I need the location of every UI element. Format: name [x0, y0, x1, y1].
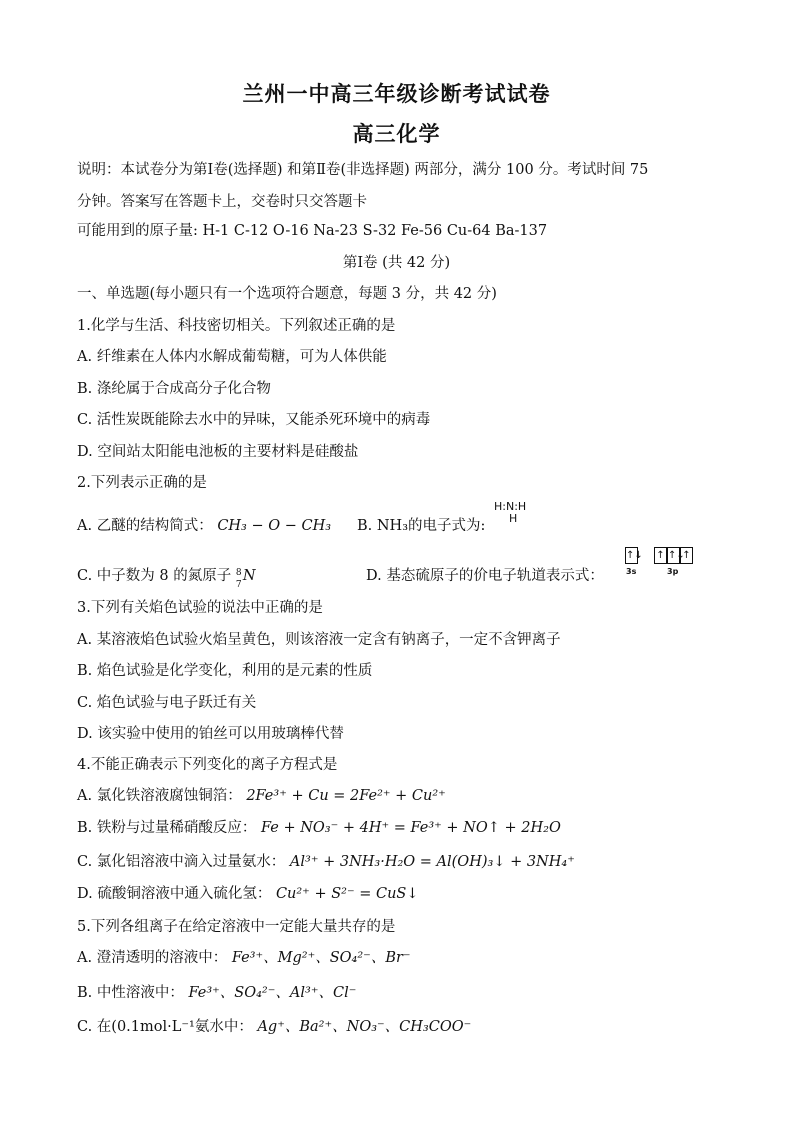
q5-option-b — [77, 983, 356, 1003]
nh3-electron-formula — [494, 501, 526, 525]
q1-stem: 1.化学与生活、科技密切相关。下列叙述正确的是 — [77, 318, 396, 334]
q1-option-b: B. 涤纶属于合成高分子化合物 — [77, 381, 271, 397]
q4-option-c — [77, 852, 575, 872]
q1-option-d: D. 空间站太阳能电池板的主要材料是硅酸盐 — [77, 444, 359, 460]
orbital-3p-box-3: ↑ — [680, 547, 693, 564]
q5-option-a-label: A. 澄清透明的溶液中： — [77, 950, 228, 966]
q4-option-d — [77, 884, 419, 904]
nh3-dot-row: H:N:H — [494, 500, 527, 513]
q4-option-b-equation: Fe + NO₃⁻ + 4H⁺ = Fe³⁺ + NO↑ + 2H₂O — [260, 820, 561, 836]
q4-option-c-equation: Al³⁺ + 3NH₃·H₂O = Al(OH)₃↓ + 3NH₄⁺ — [289, 854, 575, 870]
q4-option-b-label: B. 铁粉与过量稀硝酸反应： — [77, 820, 257, 836]
instructions-line-1: 说明：本试卷分为第Ⅰ卷(选择题) 和第Ⅱ卷(非选择题) 两部分，满分 100 分。考试时间 75 — [77, 162, 649, 178]
part-title: 第Ⅰ卷 (共 42 分) — [342, 255, 451, 271]
q4-option-a-equation: 2Fe³⁺ + Cu = 2Fe²⁺ + Cu²⁺ — [246, 788, 446, 804]
q4-stem: 4.不能正确表示下列变化的离子方程式是 — [77, 757, 338, 773]
exam-title: 兰州一中高三年级诊断考试试卷 — [242, 81, 551, 106]
atomic-masses: 可能用到的原子量: H-1 C-12 O-16 Na-23 S-32 Fe-56 Cu-64 Ba-137 — [77, 223, 548, 239]
q5-option-b-ions: Fe³⁺、SO₄²⁻、Al³⁺、Cl⁻ — [188, 985, 357, 1001]
orbital-3s-label: 3s — [626, 567, 637, 576]
q5-option-b-label: B. 中性溶液中： — [77, 985, 184, 1001]
q1-option-a: A. 纤维素在人体内水解成葡萄糖，可为人体供能 — [77, 349, 387, 365]
orbital-3p-box-2: ↑↓ — [667, 547, 680, 564]
orbital-3s-box: ↑↓ — [625, 547, 638, 564]
q3-option-b: B. 焰色试验是化学变化，利用的是元素的性质 — [77, 663, 373, 679]
section-title: 一、单选题(每小题只有一个选项符合题意，每题 3 分，共 42 分) — [77, 286, 497, 302]
q2-stem: 2.下列表示正确的是 — [77, 475, 207, 491]
q3-option-d: D. 该实验中使用的铂丝可以用玻璃棒代替 — [77, 726, 344, 742]
nitrogen-nuclide — [235, 566, 258, 590]
q5-option-c — [77, 1017, 471, 1037]
nuclide-symbol: N — [242, 568, 256, 584]
q3-option-c: C. 焰色试验与电子跃迁有关 — [77, 695, 257, 711]
q2-option-a — [77, 516, 331, 536]
q2-ether-formula: CH₃ − O − CH₃ — [217, 518, 332, 534]
q2-option-a-label: A. 乙醚的结构简式： — [77, 518, 213, 534]
q4-option-d-equation: Cu²⁺ + S²⁻ = CuS↓ — [275, 886, 419, 902]
q2-option-b-label: B. NH₃的电子式为: — [357, 518, 486, 534]
orbital-3p-box-1: ↑ — [654, 547, 667, 564]
q5-option-a — [77, 948, 411, 968]
exam-subject: 高三化学 — [352, 121, 441, 146]
q4-option-a-label: A. 氯化铁溶液腐蚀铜箔： — [77, 788, 242, 804]
q5-option-c-ions: Ag⁺、Ba²⁺、NO₃⁻、CH₃COO⁻ — [257, 1019, 472, 1035]
q1-option-c: C. 活性炭既能除去水中的异味，又能杀死环境中的病毒 — [77, 412, 431, 428]
q2-option-c — [77, 566, 258, 590]
nuclide-atomic-number: 7 — [235, 580, 242, 590]
orbital-3p-label: 3p — [667, 567, 679, 576]
q4-option-c-label: C. 氯化铝溶液中滴入过量氨水： — [77, 854, 286, 870]
q4-option-d-label: D. 硫酸铜溶液中通入硫化氢： — [77, 886, 272, 902]
q3-option-a: A. 某溶液焰色试验火焰呈黄色，则该溶液一定含有钠离子，一定不含钾离子 — [77, 632, 561, 648]
q2-option-c-label: C. 中子数为 8 的氮原子 — [77, 568, 232, 584]
q5-option-a-ions: Fe³⁺、Mg²⁺、SO₄²⁻、Br⁻ — [231, 950, 411, 966]
q2-option-d-label: D. 基态硫原子的价电子轨道表示式： — [366, 568, 604, 584]
q5-stem: 5.下列各组离子在给定溶液中一定能大量共存的是 — [77, 919, 396, 935]
instructions-line-2: 分钟。答案写在答题卡上，交卷时只交答题卡 — [77, 194, 367, 210]
q3-stem: 3.下列有关焰色试验的说法中正确的是 — [77, 600, 323, 616]
q4-option-b — [77, 818, 561, 838]
q4-option-a — [77, 786, 446, 806]
nh3-bottom-h: H — [509, 512, 518, 525]
nuclide-mass-number: 8 — [235, 568, 242, 578]
q5-option-c-label: C. 在(0.1mol·L⁻¹氨水中： — [77, 1019, 253, 1035]
